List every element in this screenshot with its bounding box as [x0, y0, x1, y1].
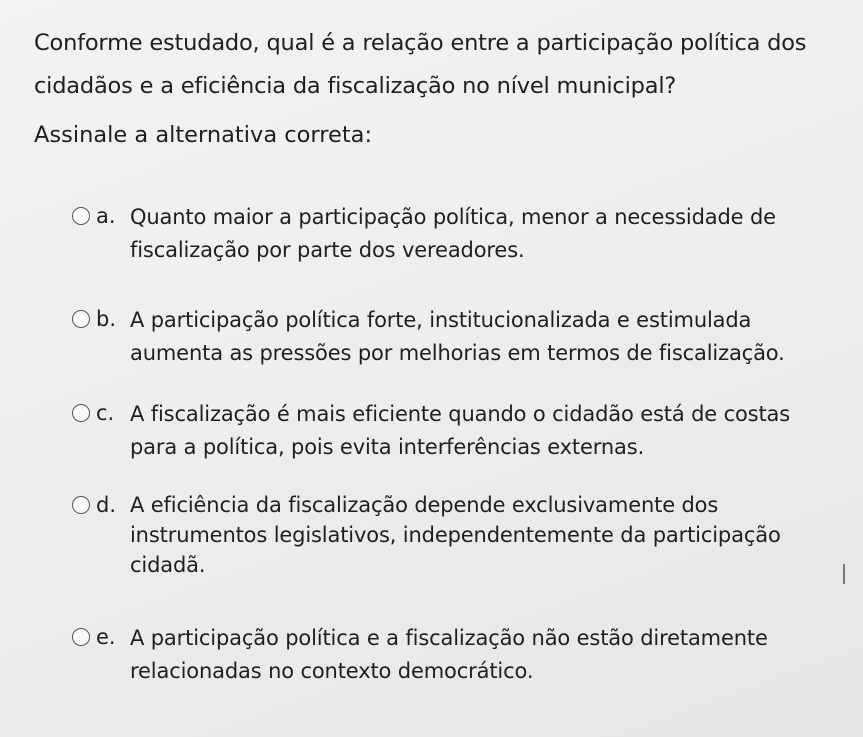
option-letter: a.: [96, 204, 116, 228]
instruction-text: Assinale a alternativa correta:: [34, 122, 373, 148]
option-letter: c.: [96, 401, 115, 425]
option-text: A eficiência da fiscalização depende exclusivamente dos instrumentos legislativos, independentemente da participação cidadã.: [130, 493, 781, 577]
radio-button-icon[interactable]: [72, 496, 90, 514]
radio-button-icon[interactable]: [72, 628, 90, 646]
option-letter: b.: [96, 307, 117, 331]
option-text: Quanto maior a participação política, menor a necessidade de fiscalização por parte dos vereadores.: [130, 205, 776, 262]
option-text: A participação política forte, institucionalizada e estimulada aumenta as pressões por melhorias em termos de fiscalização.: [130, 308, 785, 365]
radio-button-icon[interactable]: [72, 207, 90, 225]
radio-button-icon[interactable]: [72, 404, 90, 422]
option-letter: e.: [96, 625, 116, 649]
option-text: A participação política e a fiscalização não estão diretamente relacionadas no contexto democrático.: [130, 626, 768, 683]
question-text: Conforme estudado, qual é a relação entre a participação política dos cidadãos e a eficiência da fiscalização no nível municipal?: [34, 30, 807, 99]
radio-button-icon[interactable]: [72, 310, 90, 328]
option-text: A fiscalização é mais eficiente quando o cidadão está de costas para a política, pois evita interferências externas.: [130, 402, 791, 459]
text-cursor-mark: [843, 564, 845, 584]
option-letter: d.: [96, 493, 117, 517]
